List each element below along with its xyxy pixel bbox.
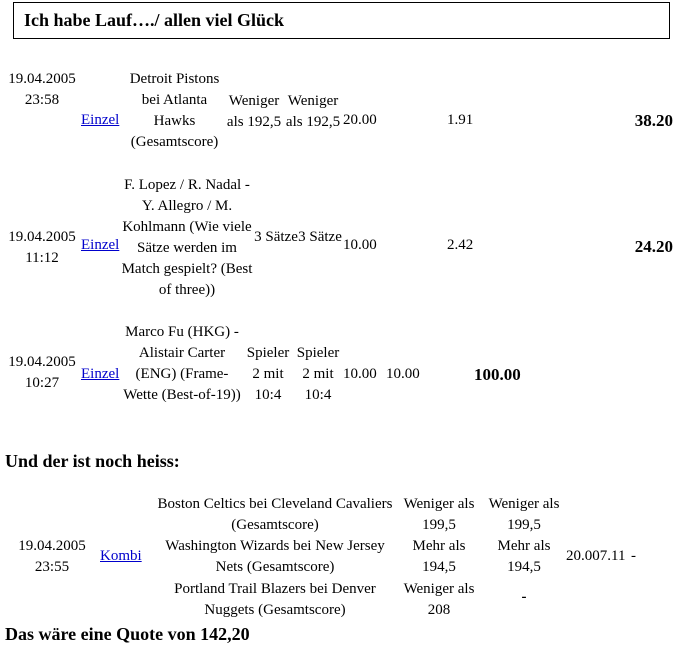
combi-leg-tip: Weniger als 199,5	[403, 496, 475, 533]
bet-date: 19.04.2005	[8, 229, 76, 245]
bet-event: Marco Fu (HKG) - Alistair Carter (ENG) (Frame-Wette (Best-of-19))	[123, 324, 241, 403]
bet-date: 19.04.2005	[8, 71, 76, 87]
bet-stake: 20.00	[343, 112, 377, 128]
title-box	[13, 2, 670, 39]
bet-date-time	[2, 227, 82, 269]
combi-leg-result: Weniger als 199,5	[488, 496, 560, 533]
bet-event: Detroit Pistons bei Atlanta Hawks (Gesamtscore)	[129, 71, 220, 150]
bet-date-time	[2, 352, 82, 394]
combi-time: 23:55	[34, 559, 70, 575]
combi-leg-event: Portland Trail Blazers bei Denver Nuggets (Gesamtscore)	[174, 581, 376, 618]
bet-result: 3 Sätze	[298, 229, 342, 245]
bet-tip: Spieler 2 mit 10:4	[246, 345, 290, 403]
bet-payout: 38.20	[634, 111, 673, 130]
bet-type-link[interactable]: Einzel	[81, 112, 120, 128]
quote-summary: Das wäre eine Quote von 142,20	[5, 624, 250, 644]
bet-odds: 1.91	[447, 112, 474, 128]
combi-payout: -	[631, 548, 636, 564]
bet-event: F. Lopez / R. Nadal - Y. Allegro / M. Kohlmann (Wie viele Sätze werden im Match gespielt? (Best of three))	[121, 177, 253, 298]
combi-date-time	[10, 536, 94, 578]
bet-payout: 100.00	[474, 365, 521, 384]
bet-time: 23:58	[24, 92, 60, 108]
combi-type-link[interactable]: Kombi	[100, 548, 142, 564]
combi-stake-odds: 20.007.11	[566, 548, 626, 564]
bet-odds: 10.00	[386, 366, 420, 382]
bet-type-link[interactable]: Einzel	[81, 366, 120, 382]
bet-result: Weniger als 192,5	[285, 93, 341, 130]
bet-date-time	[2, 69, 82, 111]
bet-date: 19.04.2005	[8, 354, 76, 370]
bet-payout: 24.20	[634, 237, 673, 256]
combi-leg-tip: Weniger als 208	[403, 581, 475, 618]
bet-stake: 10.00	[343, 366, 377, 382]
page-title: Ich habe Lauf…./ allen viel Glück	[24, 10, 285, 30]
bet-stake: 10.00	[343, 237, 377, 253]
bet-time: 11:12	[25, 250, 59, 266]
combi-leg-result: -	[521, 589, 527, 605]
combi-leg-event: Washington Wizards bei New Jersey Nets (Gesamtscore)	[165, 538, 385, 575]
combi-leg-event: Boston Celtics bei Cleveland Cavaliers (Gesamtscore)	[157, 496, 393, 533]
bet-tip: Weniger als 192,5	[226, 93, 282, 130]
combi-leg-tip: Mehr als 194,5	[412, 538, 466, 575]
combi-date: 19.04.2005	[18, 538, 86, 554]
section-heading: Und der ist noch heiss:	[5, 451, 180, 471]
bet-tip: 3 Sätze	[254, 229, 298, 245]
bet-type-link[interactable]: Einzel	[81, 237, 120, 253]
bet-result: Spieler 2 mit 10:4	[296, 345, 340, 403]
bet-odds: 2.42	[447, 237, 474, 253]
bet-time: 10:27	[24, 375, 60, 391]
combi-leg-result: Mehr als 194,5	[497, 538, 551, 575]
